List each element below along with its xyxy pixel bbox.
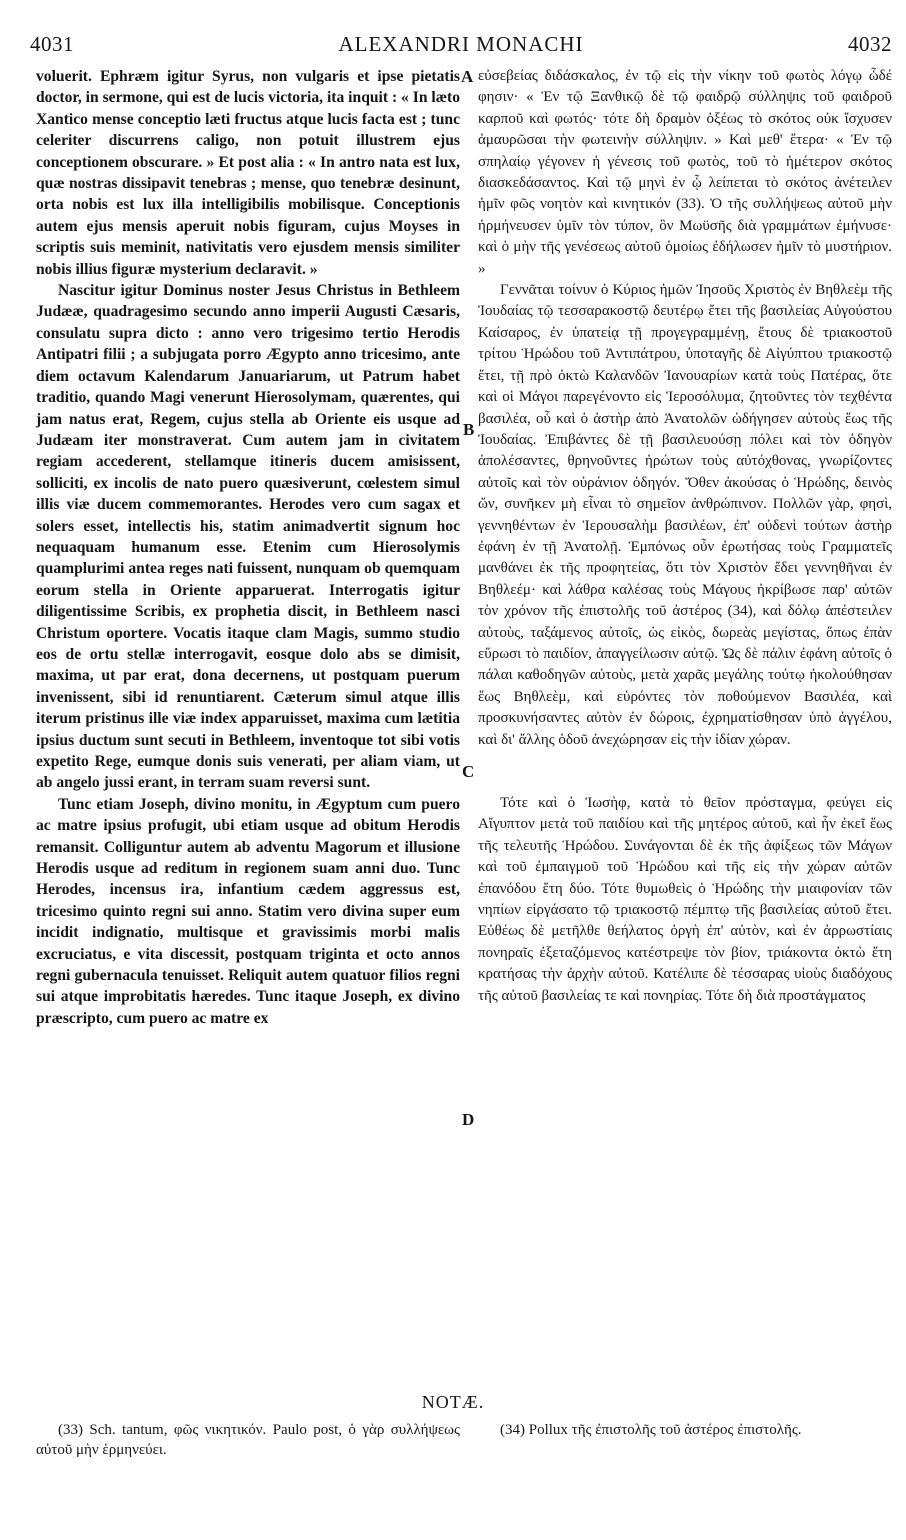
greek-paragraph: Γεννᾶται τοίνυν ὁ Κύριος ἡμῶν Ἰησοῦς Χριστὸς ἐν Βηθλεὲμ τῆς Ἰουδαίας τῷ τεσσαρακοστῷ δευτέρῳ ἔτει τῆς βασιλείας Αὐγούστου Καίσαρος, ἐν ὑπατείᾳ τῇ προγεγραμμένῃ, ἔτους δὲ τριακοστοῦ τρίτου Ἡρώδου τοῦ Ἀντιπάτρου, ὑποταγῆς δὲ Αἰγύπτου τριακοστῷ ἔτει, τῇ πρὸ ὀκτὼ Καλανδῶν Ἰανουαρίων κατὰ τοὺς Πατέρας, ὅτε καὶ οἱ Μάγοι παρεγένοντο εἰς Ἱεροσόλυμα, ζητοῦντες τὸν τεχθέντα βασιλέα, οὗ καὶ ὁ ἀστὴρ ἀπὸ Ἀνατολῶν ὡδήγησεν αὐτοὺς ἕως τῆς Ἰουδαίας. Ἐπιβάντες δὲ τῇ βασιλευούσῃ πόλει καὶ τὸν ὁδηγὸν ἀπολέσαντες, θρηνοῦντες ἠρώτων τοὺς αὐτόχθονας, γνωρίζοντες αὐτοῖς καὶ τὸν οὐράνιον ὁδηγόν. Ὅθεν ἀκούσας ὁ Ἡρώδης, δεινὸς ὤν, συνῆκεν μὴ εἶναι τὸ σημεῖον ἀνθρώπινον. Πολλῶν γὰρ, φησὶ, γεννηθέντων ἐν Ἱερουσαλὴμ βασιλέων, ἐπ' οὐδενὶ τούτων ἀστὴρ ἐφάνη ἐν τῇ Ἀνατολῇ. Ἐμπόνως οὖν ἐρωτήσας τοὺς Γραμματεῖς μανθάνει ἐκ τῆς προφητείας, ὅτι τὸν Χριστὸν ἔδει γεννηθῆναι ἐν Βηθλεέμ· καὶ λάθρα καλέσας τοὺς Μάγους ἠκρίβωσε παρ' αὐτῶν τὸν χρόνον τῆς ἐπιστολῆς τοῦ ἀστέρος (34), καὶ δόλῳ ἀπέστειλεν αὐτοὺς, ταξάμενος αὐτοῖς, ὡς εἰκὸς, δωρεὰς μεγίστας, ὅπως ἐπὰν εὕρωσι τὸ παιδίον, ἀπαγγείλωσιν αὐτῷ. Ὡς δὲ πάλιν ἐφάνη αὐτοῖς ὁ πάλαι καθοδηγῶν αὐτοὺς, μετὰ χαρᾶς μεγάλης τούτῳ ἠκολούθησαν ἕως Βηθλεὲμ, καὶ εὑρόντες τὸν ποθούμενον Βασιλέα, καὶ προσκυνήσαντες αὐτὸν ἐν δώροις, ἐχρηματίσθησαν ὑπὸ ἀγγέλου, καὶ δι' ἄλλης ὁδοῦ ἀνεχώρησαν εἰς τὴν ἰδίαν χώραν.: [478, 282, 892, 748]
latin-paragraph: voluerit. Ephræm igitur Syrus, non vulgaris et ipse pietatis doctor, in sermone, qui est de lucis victoria, ita inquit : « In læto Xantico mense conceptio læti fructus atque lucis facta est ; tunc celeriter discurrens caligo, non potuit illustrem ejus conceptionem obscurare. » Et post alia : « In antro nata est lux, quæ nostras dissipavit tenebras ; mense, quo tenebræ desinunt, orta nobis est lux illa intelligibilis mobilisque. Conceptionis autem ejus mensis aperuit nobis figuram, cujus Moyses in scriptis suis meminit, nativitatis vero ejusdem mensis similiter nobis illius figuræ mysterium declaravit. »: [36, 68, 460, 278]
notes-title: NOTÆ.: [421, 1392, 485, 1412]
latin-paragraph: Nascitur igitur Dominus noster Jesus Christus in Bethleem Judææ, quadragesimo secundo anno imperii Augusti Cæsaris, consulatu supra dicto : anno vero trigesimo tertio Herodis Antipatri filii ; a subjugata porro Ægypto anno tricesimo, ante diem octavum Kalendarum Januariarum, ut Patrum habet traditio, quando Magi venerunt Hierosolymam, quærentes, qui jam natus erat, Regem, cujus stella ab Oriente eis usque ad Judæam iter monstraverat. Cum autem jam in civitatem regiam accederent, stellamque itineris ducem amisissent, solliciti, ex incolis de nato puero quæsiverunt, cœlestem simul illis viæ ducem commemorantes. Herodes vero cum sagax et solers esset, intellectis his, statim animadvertit signum hoc nequaquam humanum esse. Etenim cum Hierosolymis quamplurimi antea reges nati fuissent, nunquam ob quemquam eorum stella in Oriente apparuerat. Interrogatis igitur diligentissime Scribis, ex prophetia discit, in Bethleem nasci Christum oportere. Vocatis itaque clam Magis, summo studio eos de ortu stellæ interrogavit, eosque dolo abs se dimisit, maxima, ut par erat, dona decernens, ut postquam puerum invenissent, sibi id renuntiarent. Cæterum simul atque illis iterum pristinus ille viæ index apparuisset, maxima cum lætitia ipsius ductum sunt secuti in Bethleem, inventoque tot sibi votis expetito Rege, eumque donis suis venerati, per aliam viam, ut ab angelo jussi erant, in terram suam reversi sunt.: [36, 282, 460, 792]
margin-marker-d: D: [462, 1110, 475, 1129]
page-number-left: 4031: [30, 32, 74, 56]
greek-paragraph: Τότε καὶ ὁ Ἰωσὴφ, κατὰ τὸ θεῖον πρόσταγμα, φεύγει εἰς Αἴγυπτον μετὰ τοῦ παιδίου καὶ τῆς μητέρος αὐτοῦ, καὶ ἦν ἐκεῖ ἕως τῆς τελευτῆς Ἡρώδου. Συνάγονται δὲ ἐκ τῆς ἀφίξεως τῶν Μάγων καὶ τοῦ ἐμπαιγμοῦ τοῦ Ἡρώδου καὶ τῆς εἰς τὴν χώραν αὐτῶν ἐπανόδου ἔτη δύο. Τότε θυμωθεὶς ὁ Ἡρώδης τὴν μιαιφονίαν τῶν νηπίων εἰργάσατο τῷ τριακοστῷ πέμπτῳ τῆς βασιλείας αὐτοῦ ἔτει. Εὐθέως δὲ μετῆλθε θεήλατος ὀργὴ ἐπ' αὐτὸν, καὶ ἐν ἀρρωστίαις πονηραῖς ἐξεταζόμενος κατέστρεψε τὸν βίον, τριάκοντα ὀκτὼ ἔτη κρατήσας τὴν ἀρχὴν αὐτοῦ. Κατέλιπε δὲ τέσσαρας υἱοὺς διαδόχους τῆς αὐτοῦ βασιλείας τε καὶ πονηρίας. Τότε δὴ διὰ προστάγματος: [478, 795, 892, 1004]
greek-column: [478, 66, 892, 1007]
latin-paragraph: Tunc etiam Joseph, divino monitu, in Ægyptum cum puero ac matre ipsius profugit, ubi etiam usque ad obitum Herodis remansit. Colliguntur autem ab adventu Magorum et illusione Herodis usque ad reditum in regionem suam anni duo. Tunc Herodes, incensus ira, infantium cædem aggressus est, tricesimo quinto regni sui anno. Statim vero divina super eum incidit indignatio, multisque et gravissimis morbi malis excruciatus, e vita discessit, postquam triginta et octo annos regni gubernacula tenuisset. Reliquit autem quatuor filios regni sui atque improbitatis hæredes. Tunc itaque Joseph, ex divino præscripto, cum puero ac matre ex: [36, 795, 460, 1027]
margin-marker-a: A: [461, 67, 474, 86]
running-header: [30, 32, 892, 62]
page-number-right: 4032: [848, 32, 892, 56]
footnote-33: (33) Sch. tantum, φῶς νικητικόν. Paulo post, ὁ γὰρ συλλήψεως αὐτοῦ μὴν ἑρμηνεύει.: [36, 1422, 460, 1458]
running-title: ALEXANDRI MONACHI: [338, 32, 584, 56]
latin-column: [36, 66, 460, 1029]
margin-marker-b: B: [463, 420, 475, 439]
margin-marker-c: C: [462, 762, 475, 781]
footnote-34: (34) Pollux τῆς ἐπιστολῆς τοῦ ἀστέρος ἐπιστολῆς.: [500, 1422, 802, 1438]
greek-paragraph: εὐσεβείας διδάσκαλος, ἐν τῷ εἰς τὴν νίκην τοῦ φωτὸς λόγῳ ὧδέ φησιν· « Ἐν τῷ Ξανθικῷ δὲ τῷ φαιδρῷ σύλληψις τοῦ φαιδροῦ καρποῦ καὶ φωτός· τότε δὴ δραμὸν ὀξέως τὸ σκότος οὐκ ἴσχυσεν ἀμαυρῶσαι τὴν φωτεινὴν σύλληψιν. » Καὶ μεθ' ἕτερα· « Ἐν τῷ σπηλαίῳ γέγονεν ἡ γένεσις τοῦ φωτὸς, τοῦ τὸ ἡμέτερον σκότος διασκεδάσαντος. Καὶ τῷ μηνὶ ἐν ᾧ λείπεται τὸ σκότος ἀνέτειλεν ἡμῖν φῶς νοητὸν καὶ κινητικόν (33). Ὁ τῆς συλλήψεως αὐτοῦ μὴν ἡρμήνευσεν ὑμῖν τὸν τύπον, ὃν Μωϋσῆς διὰ γραμμάτων ἐμήνυσε· καὶ ὁ μὴν τῆς γενέσεως αὐτοῦ ὁμοίως ἐδήλωσεν ἡμῖν τὸ μυστήριον. »: [478, 68, 892, 277]
